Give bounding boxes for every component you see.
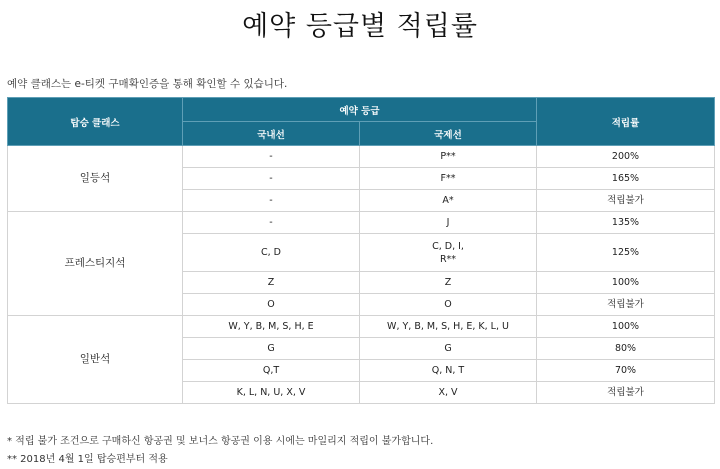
rate-cell: 70% [537, 360, 715, 382]
international-cell: F** [360, 168, 537, 190]
international-cell: W, Y, B, M, S, H, E, K, L, U [360, 316, 537, 338]
rate-cell: 165% [537, 168, 715, 190]
domestic-cell: - [183, 212, 360, 234]
international-cell: Q, N, T [360, 360, 537, 382]
international-cell: X, V [360, 382, 537, 404]
rate-cell: 적립불가 [537, 382, 715, 404]
footnote-non-accrual: * 적립 불가 조건으로 구매하신 항공권 및 보너스 항공권 이용 시에는 마일리지 적립이 불가합니다. [7, 436, 434, 447]
table-row [8, 212, 715, 234]
domestic-cell: - [183, 168, 360, 190]
header-international: 국제선 [360, 122, 537, 146]
international-cell: O [360, 294, 537, 316]
international-cell: P** [360, 146, 537, 168]
rate-cell: 200% [537, 146, 715, 168]
domestic-cell: Z [183, 272, 360, 294]
domestic-cell: K, L, N, U, X, V [183, 382, 360, 404]
international-cell: Z [360, 272, 537, 294]
rate-cell: 125% [537, 234, 715, 272]
international-cell: A* [360, 190, 537, 212]
international-cell: J [360, 212, 537, 234]
table-row [8, 146, 715, 168]
international-cell: G [360, 338, 537, 360]
header-domestic: 국내선 [183, 122, 360, 146]
class-name-prestige: 프레스티지석 [8, 212, 183, 316]
rate-cell: 적립불가 [537, 294, 715, 316]
domestic-cell: - [183, 146, 360, 168]
domestic-cell: C, D [183, 234, 360, 272]
header-class: 탑승 클래스 [8, 98, 183, 146]
header-rate: 적립률 [537, 98, 715, 146]
table-row [8, 316, 715, 338]
footnote-effective-date: ** 2018년 4월 1일 탑승편부터 적용 [7, 454, 168, 465]
international-cell: C, D, I, R** [360, 234, 537, 272]
rate-cell: 100% [537, 316, 715, 338]
mileage-rate-table [7, 97, 715, 404]
intro-text: 예약 클래스는 e-티켓 구매확인증을 통해 확인할 수 있습니다. [7, 78, 288, 90]
rate-cell: 80% [537, 338, 715, 360]
rate-cell: 적립불가 [537, 190, 715, 212]
domestic-cell: O [183, 294, 360, 316]
domestic-cell: W, Y, B, M, S, H, E [183, 316, 360, 338]
rate-cell: 100% [537, 272, 715, 294]
header-booking-class: 예약 등급 [183, 98, 537, 122]
domestic-cell: - [183, 190, 360, 212]
class-name-first: 일등석 [8, 146, 183, 212]
page-title: 예약 등급별 적립률 [242, 11, 478, 42]
class-name-economy: 일반석 [8, 316, 183, 404]
domestic-cell: G [183, 338, 360, 360]
rate-cell: 135% [537, 212, 715, 234]
domestic-cell: Q,T [183, 360, 360, 382]
